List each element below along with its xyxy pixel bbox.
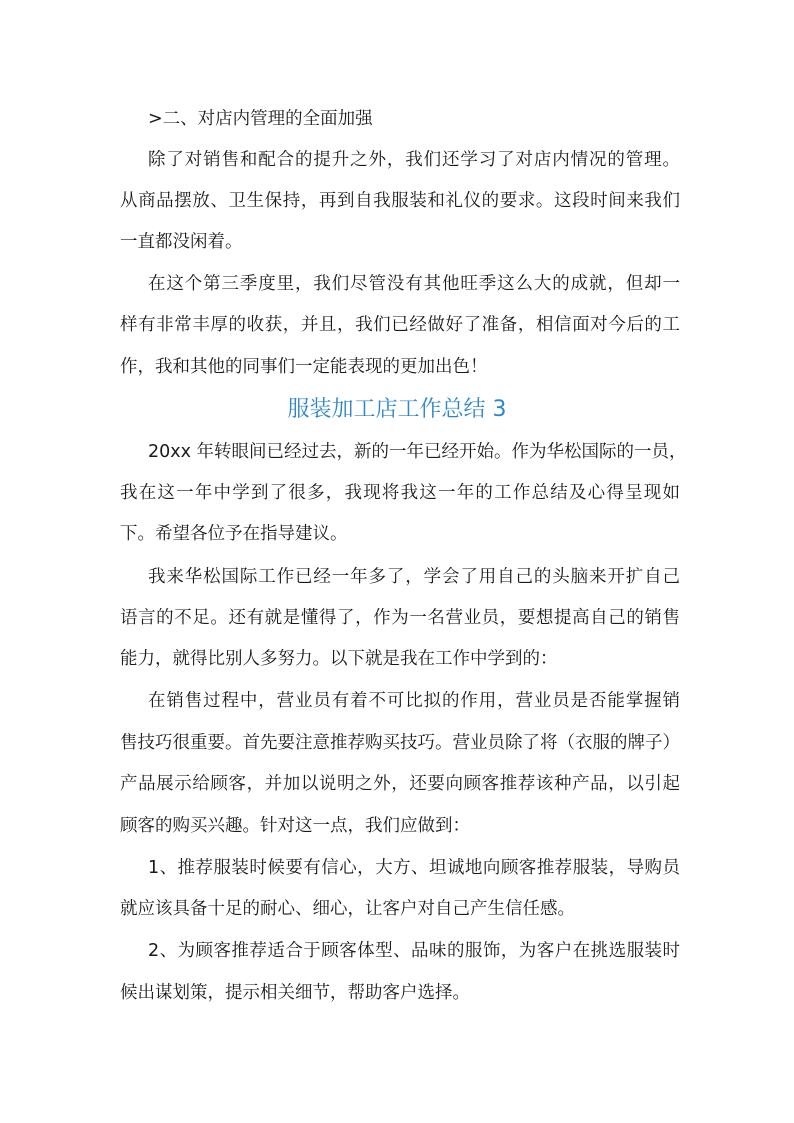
paragraph-3-line-3: 下。希望各位予在指导建议。 (120, 524, 348, 544)
paragraph-2-line-2: 样有非常丰厚的收获，并且，我们已经做好了准备，相信面对今后的工 (120, 315, 680, 335)
paragraph-5-line-4: 顾客的购买兴趣。针对这一点，我们应做到： (120, 816, 470, 836)
paragraph-5-line-2: 售技巧很重要。首先要注意推荐购买技巧。营业员除了将（衣服的牌子） (120, 733, 680, 753)
section-heading: >二、对店内管理的全面加强 (148, 109, 373, 129)
paragraph-4-line-3: 能力，就得比别人多努力。以下就是我在工作中学到的： (120, 649, 558, 669)
paragraph-4-line-1: 我来华松国际工作已经一年多了，学会了用自己的头脑来开扩自己 (148, 567, 680, 587)
paragraph-7-line-1: 2、为顾客推荐适合于顾客体型、品味的服饰，为客户在挑选服装时 (148, 941, 680, 961)
paragraph-4-line-2: 语言的不足。还有就是懂得了，作为一名营业员，要想提高自己的销售 (120, 608, 680, 628)
paragraph-1-line-2: 从商品摆放、卫生保持，再到自我服装和礼仪的要求。这段时间来我们 (120, 191, 680, 211)
paragraph-1-line-1: 除了对销售和配合的提升之外，我们还学习了对店内情况的管理。 (148, 150, 680, 170)
paragraph-5-line-3: 产品展示给顾客，并加以说明之外，还要向顾客推荐该种产品，以引起 (120, 774, 680, 794)
paragraph-6-line-2: 就应该具备十足的耐心、细心，让客户对自己产生信任感。 (120, 899, 575, 919)
paragraph-1-line-3: 一直都没闲着。 (120, 232, 243, 252)
paragraph-5-line-1: 在销售过程中，营业员有着不可比拟的作用，营业员是否能掌握销 (148, 691, 680, 711)
document-title: 服装加工店工作总结 3 (287, 397, 507, 422)
paragraph-6-line-1: 1、推荐服装时候要有信心，大方、坦诚地向顾客推荐服装，导购员 (148, 858, 680, 878)
paragraph-3-line-2: 我在这一年中学到了很多，我现将我这一年的工作总结及心得呈现如 (120, 483, 680, 503)
paragraph-2-line-3: 作，我和其他的同事们一定能表现的更加出色！ (120, 357, 488, 377)
paragraph-7-line-2: 候出谋划策，提示相关细节，帮助客户选择。 (120, 983, 470, 1003)
paragraph-3-line-1: 20xx 年转眼间已经过去，新的一年已经开始。作为华松国际的一员， (148, 442, 687, 462)
paragraph-2-line-1: 在这个第三季度里，我们尽管没有其他旺季这么大的成就，但却一 (148, 274, 680, 294)
